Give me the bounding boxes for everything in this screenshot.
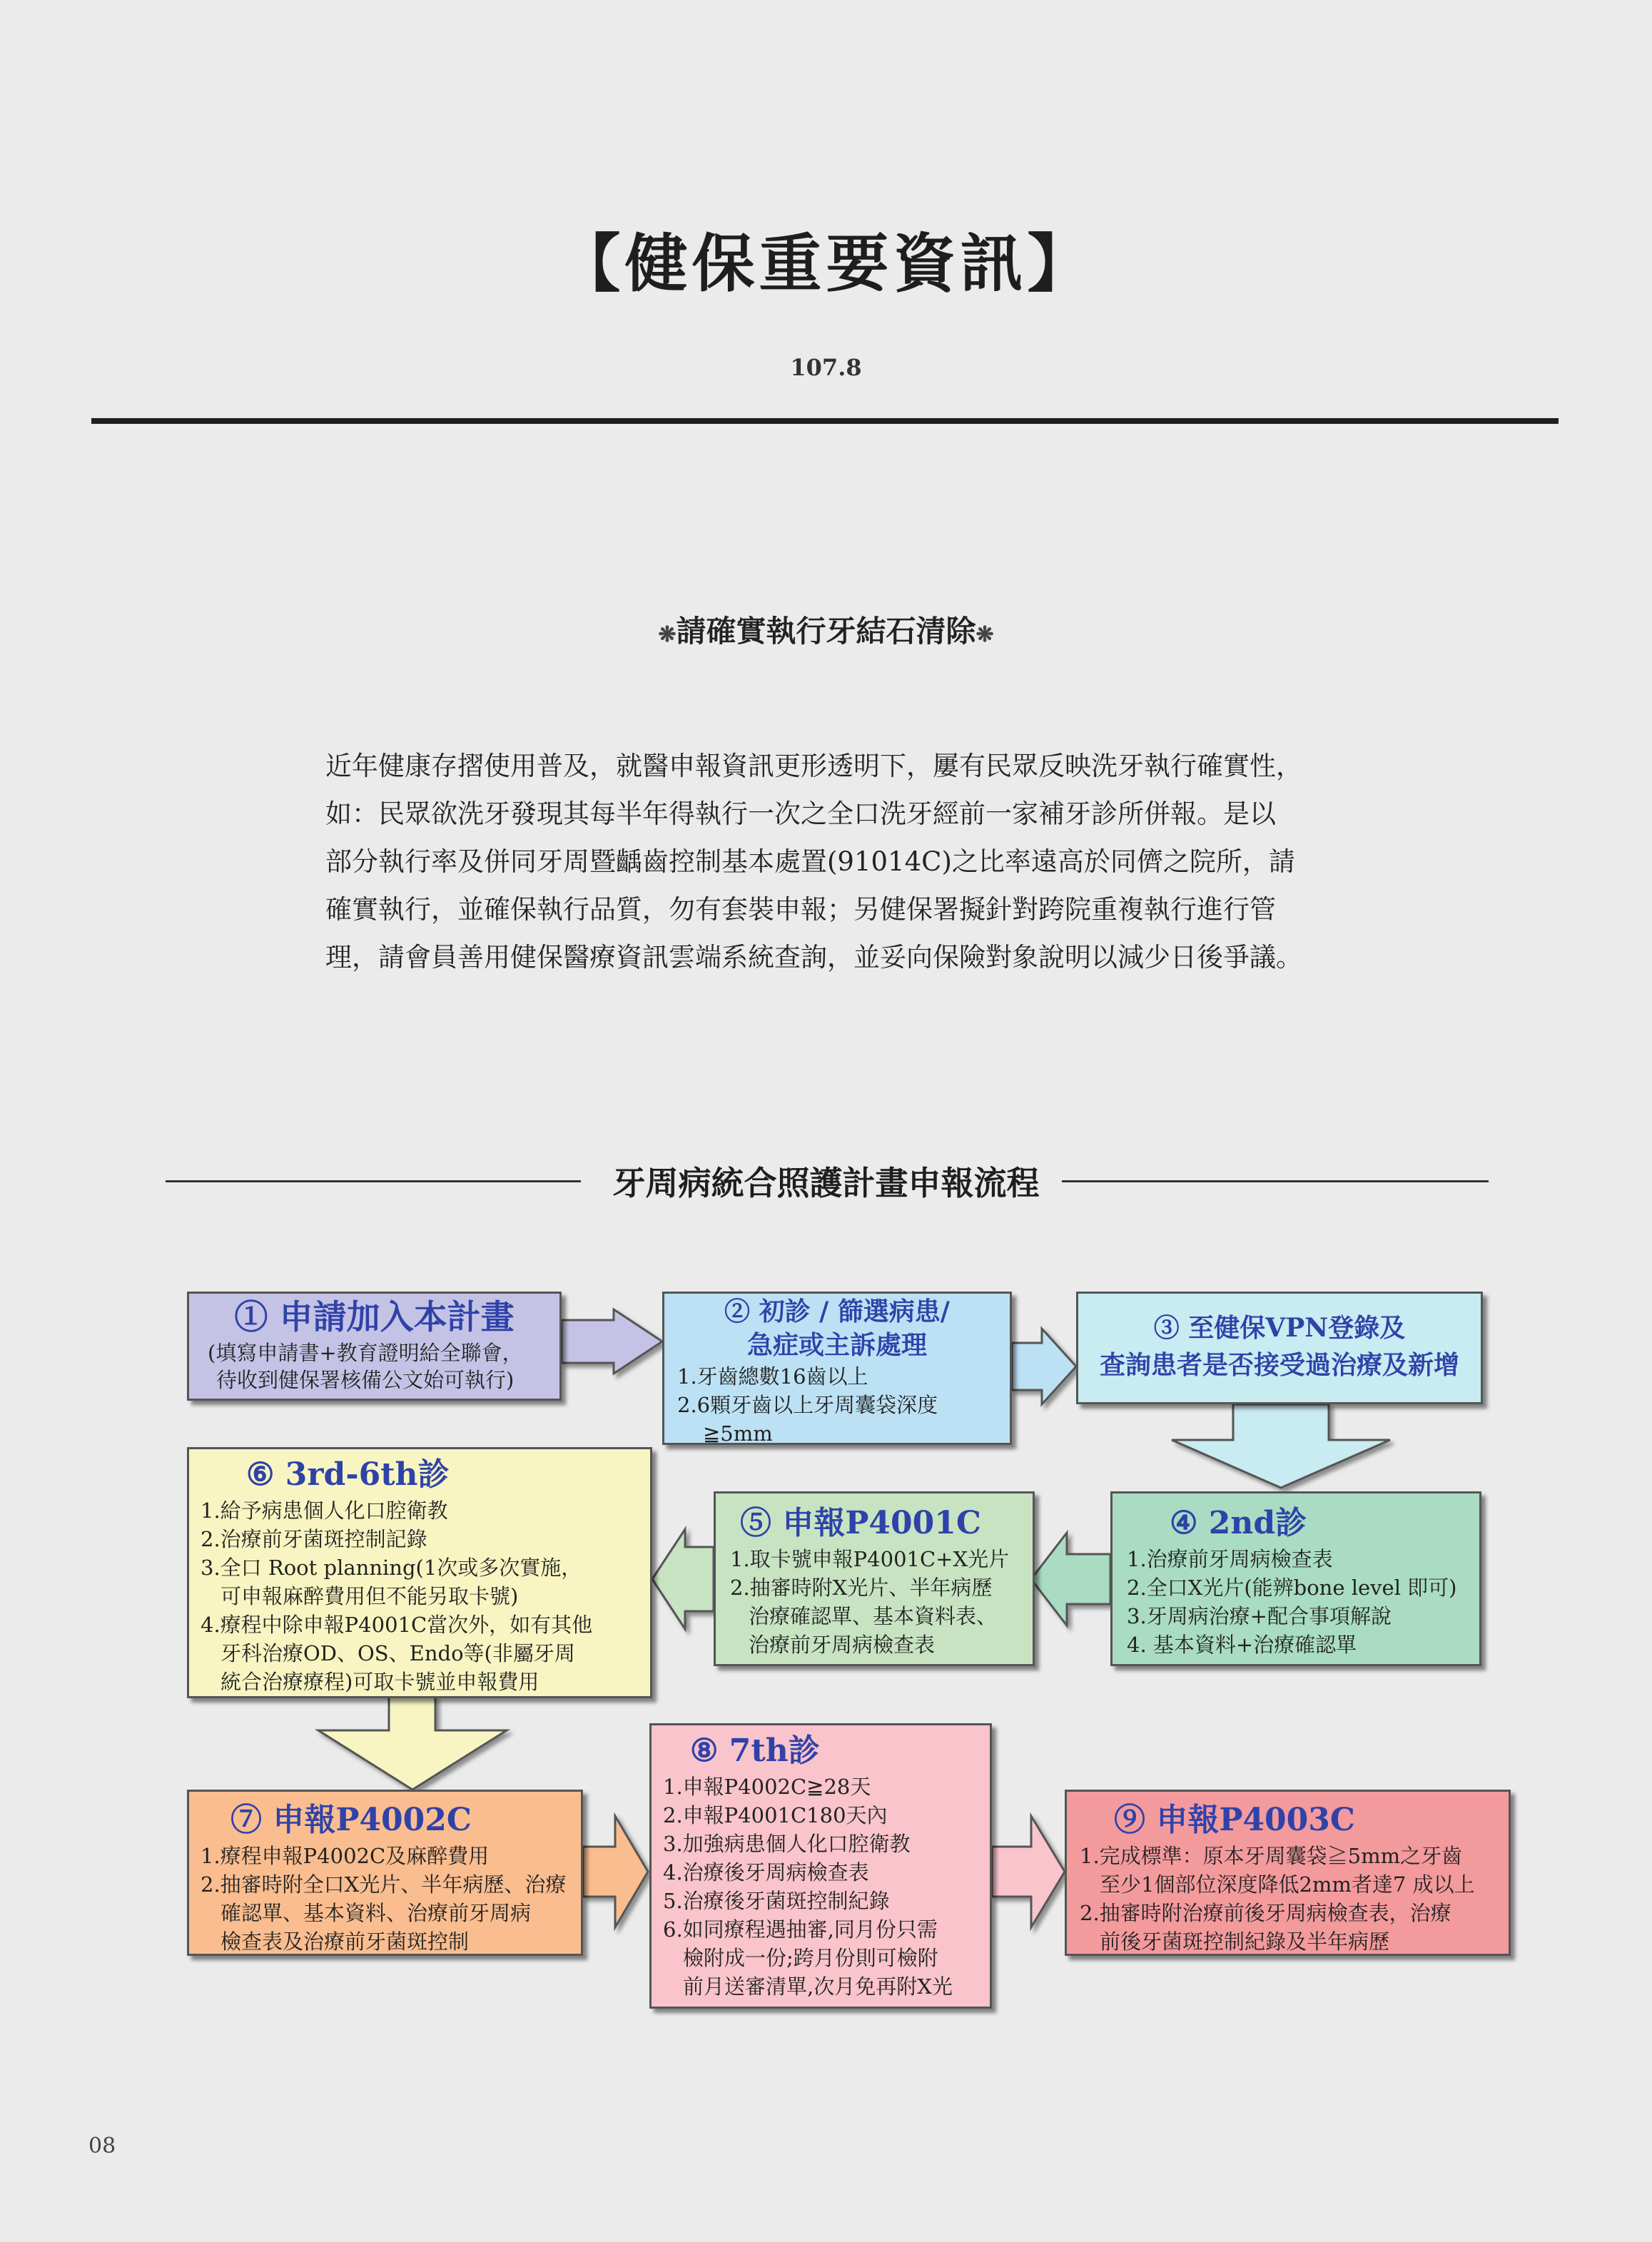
step-8-line: 前月送審清單,次月免再附X光 <box>683 1974 953 1999</box>
step-8-line: 6.如同療程遇抽審,同月份只需 <box>663 1917 938 1942</box>
issue-date: 107.8 <box>790 354 862 381</box>
step-4-line: 2.全口X光片(能辨bone level 即可) <box>1127 1576 1457 1600</box>
step-2-line: 1.牙齒總數16齒以上 <box>677 1364 868 1389</box>
page-number: 08 <box>88 2134 116 2159</box>
page-title: 【健保重要資訊】 <box>557 226 1095 300</box>
paragraph-line: 如：民眾欲洗牙發現其每半年得執行一次之全口洗牙經前一家補牙診所併報。是以 <box>325 798 1276 829</box>
step-4-line: 1.治療前牙周病檢查表 <box>1127 1547 1333 1571</box>
arrow-step2-to-step3 <box>1012 1329 1076 1404</box>
step-2-title: 急症或主訴處理 <box>746 1330 927 1360</box>
step-8-box <box>649 1723 992 2009</box>
step-7-line: 檢查表及治療前牙菌斑控制 <box>221 1929 470 1954</box>
step-7-title: ⑦ 申報P4002C <box>230 1802 472 1838</box>
step-3-title: 查詢患者是否接受過治療及新增 <box>1099 1350 1459 1380</box>
step-6-box <box>187 1447 652 1698</box>
step-4-title: ④ 2nd診 <box>1170 1505 1307 1541</box>
step-6-line: 1.給予病患個人化口腔衛教 <box>201 1498 448 1523</box>
step-7-box <box>187 1790 583 1956</box>
step-1-title: ① 申請加入本計畫 <box>234 1298 515 1337</box>
step-6-line: 統合治療療程)可取卡號並申報費用 <box>221 1670 539 1694</box>
step-6-line: 3.全口 Root planning(1次或多次實施， <box>201 1556 582 1580</box>
arrow-step6-to-step7 <box>318 1697 507 1790</box>
step-4-line: 4. 基本資料+治療確認單 <box>1127 1633 1357 1657</box>
step-6-line: 4.療程中除申報P4001C當次外，如有其他 <box>201 1613 593 1637</box>
step-6-title: ⑥ 3rd-6th診 <box>246 1456 450 1493</box>
step-7-line: 2.抽審時附全口X光片、半年病歷、治療 <box>201 1872 567 1897</box>
step-9-line: 至少1個部位深度降低2mm者達7 成以上 <box>1100 1872 1475 1897</box>
step-7-line: 確認單、基本資料、治療前牙周病 <box>221 1901 532 1925</box>
step-5-title: ⑤ 申報P4001C <box>740 1505 981 1541</box>
arrow-step3-to-step4 <box>1172 1404 1390 1488</box>
step-5-line: 治療前牙周病檢查表 <box>749 1633 936 1657</box>
step-8-line: 4.治療後牙周病檢查表 <box>663 1860 869 1885</box>
step-9-box <box>1065 1790 1511 1956</box>
section-heading-text: 請確實執行牙結石清除 <box>676 614 976 649</box>
step-4-line: 3.牙周病治療+配合事項解說 <box>1127 1604 1392 1628</box>
ornament-left-icon: ❋ <box>658 622 676 647</box>
step-9-line: 前後牙菌斑控制紀錄及半年病歷 <box>1100 1929 1390 1954</box>
flowchart-title: 牙周病統合照護計畫申報流程 <box>612 1164 1040 1202</box>
step-9-line: 2.抽審時附治療前後牙周病檢查表，治療 <box>1080 1901 1451 1925</box>
step-9-line: 1.完成標準：原本牙周囊袋≧5mm之牙齒 <box>1080 1844 1463 1868</box>
ornament-right-icon: ❋ <box>976 622 994 647</box>
step-1-box <box>187 1292 562 1401</box>
paragraph-line: 部分執行率及併同牙周暨齲齒控制基本處置(91014C)之比率遠高於同儕之院所，請 <box>325 846 1295 877</box>
paragraph-line: 理，請會員善用健保醫療資訊雲端系統查詢，並妥向保險對象說明以減少日後爭議。 <box>325 942 1302 973</box>
step-1-line: (填寫申請書+教育證明給全聯會， <box>208 1341 523 1365</box>
step-5-box <box>714 1491 1035 1666</box>
step-2-title: ② 初診 / 篩選病患/ <box>724 1297 950 1327</box>
step-3-box <box>1076 1292 1483 1404</box>
step-6-line: 牙科治療OD、OS、Endo等(非屬牙周 <box>221 1641 575 1665</box>
arrow-step4-to-step5 <box>1031 1533 1110 1625</box>
step-6-line: 可申報麻醉費用但不能另取卡號) <box>221 1584 519 1608</box>
step-8-line: 1.申報P4002C≧28天 <box>663 1775 871 1799</box>
step-4-box <box>1110 1491 1481 1666</box>
step-5-line: 2.抽審時附X光片、半年病歷 <box>730 1576 993 1600</box>
step-8-line: 5.治療後牙菌斑控制紀錄 <box>663 1889 890 1913</box>
step-3-title: ③ 至健保VPN登錄及 <box>1153 1313 1406 1343</box>
step-9-title: ⑨ 申報P4003C <box>1114 1802 1355 1838</box>
step-2-line: ≧5mm <box>703 1421 773 1446</box>
step-8-line: 檢附成一份;跨月份則可檢附 <box>683 1946 938 1970</box>
step-8-line: 3.加強病患個人化口腔衛教 <box>663 1832 911 1856</box>
step-2-box <box>662 1292 1012 1445</box>
arrow-step7-to-step8 <box>583 1816 648 1927</box>
step-7-line: 1.療程申報P4002C及麻醉費用 <box>201 1844 490 1868</box>
arrow-step1-to-step2 <box>562 1309 662 1374</box>
step-1-line: 待收到健保署核備公文始可執行) <box>216 1368 515 1392</box>
arrow-step8-to-step9 <box>992 1816 1065 1927</box>
arrow-step5-to-step6 <box>652 1529 714 1629</box>
step-5-line: 治療確認單、基本資料表、 <box>749 1604 998 1628</box>
paragraph-line: 近年健康存摺使用普及，就醫申報資訊更形透明下，屢有民眾反映洗牙執行確實性， <box>325 751 1302 781</box>
step-2-line: 2.6顆牙齒以上牙周囊袋深度 <box>677 1393 938 1417</box>
step-8-line: 2.申報P4001C180天內 <box>663 1803 888 1827</box>
step-6-line: 2.治療前牙菌斑控制記錄 <box>201 1527 427 1551</box>
step-8-title: ⑧ 7th診 <box>690 1733 820 1769</box>
step-5-line: 1.取卡號申報P4001C+X光片 <box>730 1547 1010 1571</box>
paragraph-line: 確實執行，並確保執行品質，勿有套裝申報；另健保署擬針對跨院重複執行進行管 <box>325 894 1276 925</box>
